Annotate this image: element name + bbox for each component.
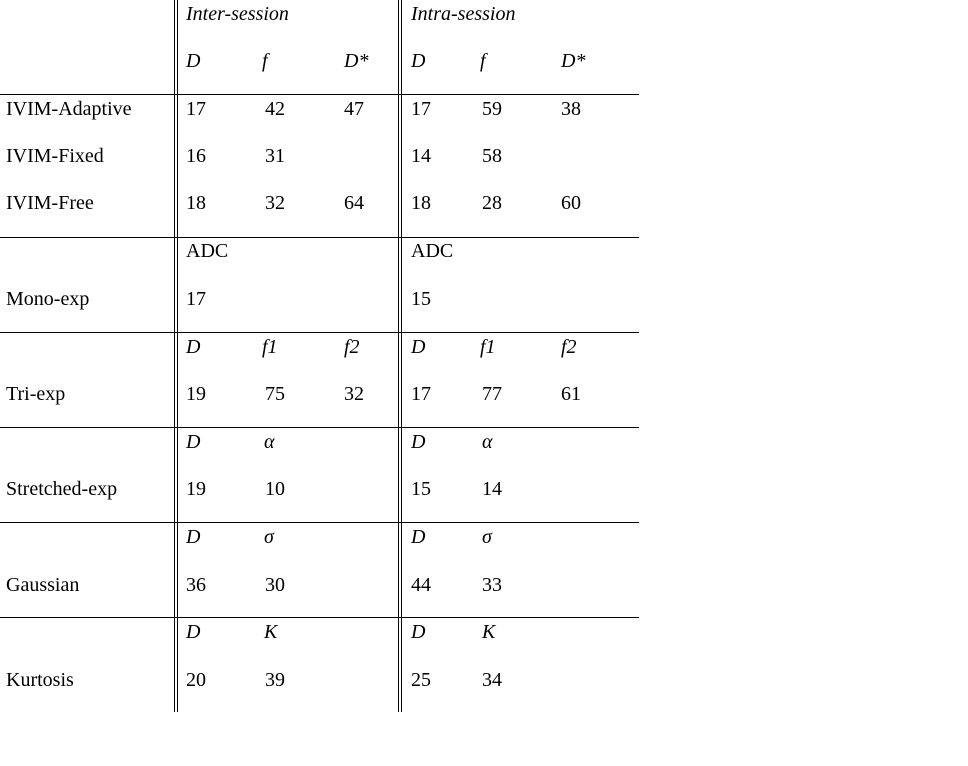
param-header: D* (344, 50, 369, 72)
table-cell: 77 (482, 383, 502, 405)
table-cell: 39 (265, 669, 285, 691)
param-header: σ (264, 526, 274, 548)
table-cell: 44 (411, 574, 431, 596)
row-rule (0, 427, 639, 428)
table-cell: 59 (482, 98, 502, 120)
table-cell: 19 (186, 478, 206, 500)
row-label: Kurtosis (6, 669, 74, 691)
row-rule (0, 522, 639, 523)
inter-session-header: Inter-session (186, 3, 289, 25)
table-cell: 30 (265, 574, 285, 596)
param-header: α (482, 431, 493, 453)
table-cell: 33 (482, 574, 502, 596)
param-header: ADC (411, 240, 454, 262)
param-header: D (411, 336, 426, 358)
intra-session-header: Intra-session (411, 3, 516, 25)
row-label: Tri-exp (6, 383, 66, 405)
param-header: f (262, 50, 268, 72)
table-cell: 15 (411, 478, 431, 500)
param-header: D* (561, 50, 586, 72)
table-cell: 32 (265, 192, 285, 214)
row-label: Stretched-exp (6, 478, 118, 500)
table-cell: 19 (186, 383, 206, 405)
row-label: IVIM-Adaptive (6, 98, 132, 120)
param-header: D (186, 621, 201, 643)
table-cell: 17 (411, 98, 431, 120)
column-rule (177, 0, 178, 712)
param-header: f2 (561, 336, 577, 358)
table-cell: 60 (561, 192, 581, 214)
table-cell: 15 (411, 288, 431, 310)
table-cell: 25 (411, 669, 431, 691)
table-cell: 17 (186, 98, 206, 120)
table-cell: 10 (265, 478, 285, 500)
row-rule (0, 332, 639, 333)
param-header: K (482, 621, 496, 643)
table-cell: 28 (482, 192, 502, 214)
param-header: f1 (480, 336, 496, 358)
param-header: f (480, 50, 486, 72)
param-header: ADC (186, 240, 229, 262)
param-header: α (264, 431, 275, 453)
table-cell: 64 (344, 192, 364, 214)
param-header: D (186, 336, 201, 358)
table-cell: 61 (561, 383, 581, 405)
row-label: Mono-exp (6, 288, 90, 310)
param-header: D (411, 50, 426, 72)
param-header: D (186, 431, 201, 453)
table-cell: 14 (411, 145, 431, 167)
column-rule (174, 0, 175, 712)
param-header: D (411, 431, 426, 453)
table-cell: 42 (265, 98, 285, 120)
table-cell: 47 (344, 98, 364, 120)
param-header: f1 (262, 336, 278, 358)
table-cell: 58 (482, 145, 502, 167)
param-header: D (186, 526, 201, 548)
param-header: K (264, 621, 278, 643)
table-cell: 17 (186, 288, 206, 310)
row-label: IVIM-Free (6, 192, 94, 214)
table-cell: 18 (411, 192, 431, 214)
param-header: D (186, 50, 201, 72)
table-cell: 20 (186, 669, 206, 691)
table-cell: 16 (186, 145, 206, 167)
table-cell: 75 (265, 383, 285, 405)
column-rule (401, 0, 402, 712)
table-cell: 38 (561, 98, 581, 120)
param-header: σ (482, 526, 492, 548)
row-label: IVIM-Fixed (6, 145, 104, 167)
table-cell: 34 (482, 669, 502, 691)
row-rule (0, 237, 639, 238)
table-cell: 17 (411, 383, 431, 405)
table-cell: 36 (186, 574, 206, 596)
row-rule (0, 94, 639, 95)
table-cell: 31 (265, 145, 285, 167)
param-header: f2 (344, 336, 360, 358)
table-cell: 18 (186, 192, 206, 214)
param-header: D (411, 526, 426, 548)
param-header: D (411, 621, 426, 643)
column-rule (398, 0, 399, 712)
row-rule (0, 617, 639, 618)
row-label: Gaussian (6, 574, 80, 596)
table-cell: 14 (482, 478, 502, 500)
table-cell: 32 (344, 383, 364, 405)
